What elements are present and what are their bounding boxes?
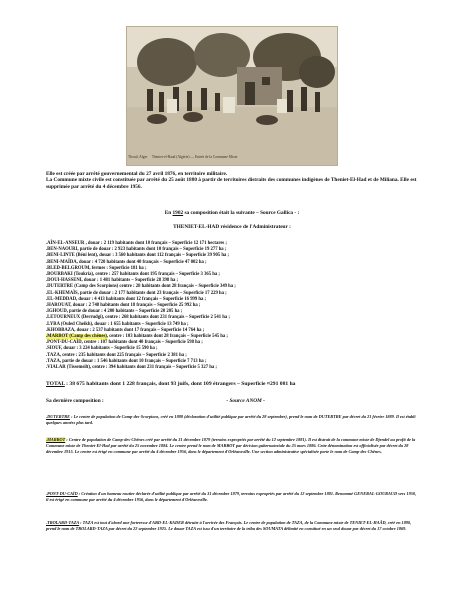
postcard-illustration — [127, 27, 337, 165]
note-pont-du-caid-head: .PONT-DU-CAÏD — [46, 491, 78, 496]
note-trolard-taza-head: .TROLARD-TAZA — [46, 520, 80, 525]
residence-heading: THENIET-EL-HAD résidence de l'Administrateur : — [173, 224, 291, 230]
marbot-name: .MARBOT (Camp des chênes) — [46, 334, 107, 340]
last-composition-label: Sa dernière composition : — [46, 398, 104, 404]
douar-entry: .DUTERTRE (Camp des Scorpions) centre : 28 habitants dont 28 français – Superficie 349 ha ; — [46, 284, 236, 290]
composition-heading-pre: En — [164, 210, 172, 216]
douar-entry: .EL-MEDDAD, douar : 4 413 habitants dont 12 français – Superficie 16 999 ha ; — [46, 296, 207, 302]
note-dutertre — [46, 414, 418, 426]
note-pont-du-caid-body: : Création d'un hameau routier déclarée d'utilité publique par arrêté du 31 décembre 1879, terrains expropriés par arrêté du 12 septembre 1881. Renommé GENERAL-GOURAUD vers 1950, il est érigé en commune par arrêté du 4 décembre 1956, dans le département d'Orléansville. — [46, 491, 417, 502]
douar-entry: .AÏN-EL-ANSEUR , douar : 2 119 habitants dont 10 français – Superficie 12 171 hectares ; — [46, 241, 227, 246]
note-trolard-taza — [46, 520, 418, 532]
note-dutertre-head: .DUTERTRE — [46, 414, 70, 419]
composition-heading-rest: sa composition était la suivante – Source Gallica - : — [184, 210, 300, 216]
marbot-details: , centre : 103 habitants dont 28 français – Superficie 545 ha ; — [106, 334, 228, 340]
douar-entry: .BOURBAKI (Toukria), centre : 257 habitants dont 195 français – Superficie 3 365 ha ; — [46, 272, 220, 278]
douar-entry: .BENI-LINTE (Béni lent), douar : 3 560 habitants dont 112 français – Superficie 39 905 ha ; — [46, 253, 230, 259]
douar-entry: .SIOUF, douar : 3 224 habitants – Superficie 15 590 ha ; — [46, 346, 158, 352]
douar-list — [46, 241, 418, 371]
douar-entry: .LETOURNEUX (Derrudgi), centre : 268 habitants dont 231 français – Superficie 2 541 ha ; — [46, 315, 230, 321]
douar-entry: .DOUI-HASSENI, douar : 1 481 habitants – Superficie 28 398 ha ; — [46, 278, 179, 284]
last-composition-line — [46, 398, 418, 404]
douar-entry: .BENI-MAÏDA, douar : 4 720 habitants dont 40 français – Superficie 47 002 ha ; — [46, 259, 207, 265]
douar-entry: .KHOBBAZA, douar : 2 537 habitants dont 17 français – Superficie 14 764 ha ; — [46, 327, 205, 333]
total-label: TOTAL — [46, 381, 65, 387]
intro-paragraph — [46, 171, 418, 190]
note-marbot — [46, 437, 418, 454]
douar-entry: .PONT-DU-CAÏD, centre : 107 habitants dont 40 français – Superficie 598 ha ; — [46, 340, 203, 346]
douar-entry: .TAZA, centre : 235 habitants dont 225 français – Superficie 2 381 ha ; — [46, 352, 187, 358]
note-trolard-taza-body: : TAZA est tout d'abord une forteresse d'ABD-EL-KADER détruite à l'arrivée des Français. Le centre de population de TAZA, de la Commune mixte de TENIET-EL-HAÂD, créé en 1890, prend le nom de TROLARD-TAZA par décret du 22 septembre 1925. Le douar TAZA est issu d'un territoire de la tribu des SOUMATA délimité en constitué en un seul douar par décret du 17 octobre 1869. — [46, 520, 412, 531]
douar-entry: .HAROUAT, douar : 2 748 habitants dont 18 français – Superficie 25 992 ha ; — [46, 303, 201, 309]
caption-publisher: Thouil, Alger — [128, 155, 148, 159]
last-composition-source: - Source ANOM - — [226, 398, 265, 404]
douar-entry: .BLED-BELGROUM, fermes : Superficie 181 ha ; — [46, 265, 147, 271]
note-pont-du-caid — [46, 491, 418, 503]
total-line — [46, 381, 418, 387]
intro-line-1: Elle est créée par arrêté gouvernemental du 27 avril 1876, en territoire militaire. — [46, 171, 228, 177]
composition-year-link[interactable]: 1902 — [172, 210, 184, 216]
caption-title: Theniet-el-Haad (Algérie) — Entrée de la Commune Mixte — [151, 155, 238, 159]
note-marbot-body: : Centre de population de Camp-des-Chênes créé par arrêté du 31 décembre 1879 (terrains expropriés par arrêté du 12 septembre 1881). Il est distrait de la commune mixte de Djendel au profit de la Commune mixte de Theniet-El-Had par arrêté du 25 novembre 1884. Le centre prend le nom de MARBOT par décision gubernatoriale du 25 mars 1886. Cette dénomination est officialisée par décret du 28 décembre 1915. Le centre est érigé en commune par arrêté du 4 décembre 1956, dans le département d'Orléansville. Une section administrative spécialisée porte le nom de Camp-des-Chênes. — [46, 437, 416, 454]
douar-entry: .EL-KHEMAÏS, partie de douar : 2 177 habitants dont 23 français – Superficie 17 229 ha ; — [46, 290, 227, 296]
douar-entry: .LYRA (Ouled Cheikh), douar : 1 655 habitants – Superficie 13 749 ha ; — [46, 321, 189, 327]
douar-entry: .VIALAR (Tissemsilt), centre : 394 habitants dont 231 français – Superficie 5 327 ha ; — [46, 365, 217, 371]
douar-entry: .IGHOUD, partie de douar : 4 200 habitants – Superficie 20 205 ha ; — [46, 309, 183, 315]
composition-heading — [46, 210, 418, 216]
note-marbot-head: .MARBOT — [46, 437, 66, 442]
douar-entry: .TAZA, partie de douar : 1 546 habitants dont 10 français – Superficie 7 713 ha ; — [46, 358, 207, 364]
photo-caption — [128, 155, 334, 159]
note-dutertre-body: : Le centre de population de Camp-des-Scorpions, créé en 1888 (déclaration d'utilité publique par arrêté du 28 septembre), prend le nom de DUTERTRE par décret du 21 février 1889. Il est établi quelques années plus tard. — [46, 414, 416, 425]
intro-line-2: La Commune mixte civile est constituée par arrêté du 25 août 1880 à partir de territoires distraits des communes indigènes de Theniet-El-Had et de Miliana. Elle est supprimée par arrêté du 4 décembre 1956. — [46, 177, 417, 190]
total-text: : 38 675 habitants dont 1 228 français, dont 93 juifs, dont 109 étrangers – Superficie ≈291 081 ha — [64, 381, 296, 387]
douar-entry: .BEN-NAOURI, partie de douar : 2 923 habitants dont 10 français – Superficie 19 277 ha ; — [46, 247, 227, 253]
postcard-photo — [126, 26, 338, 166]
